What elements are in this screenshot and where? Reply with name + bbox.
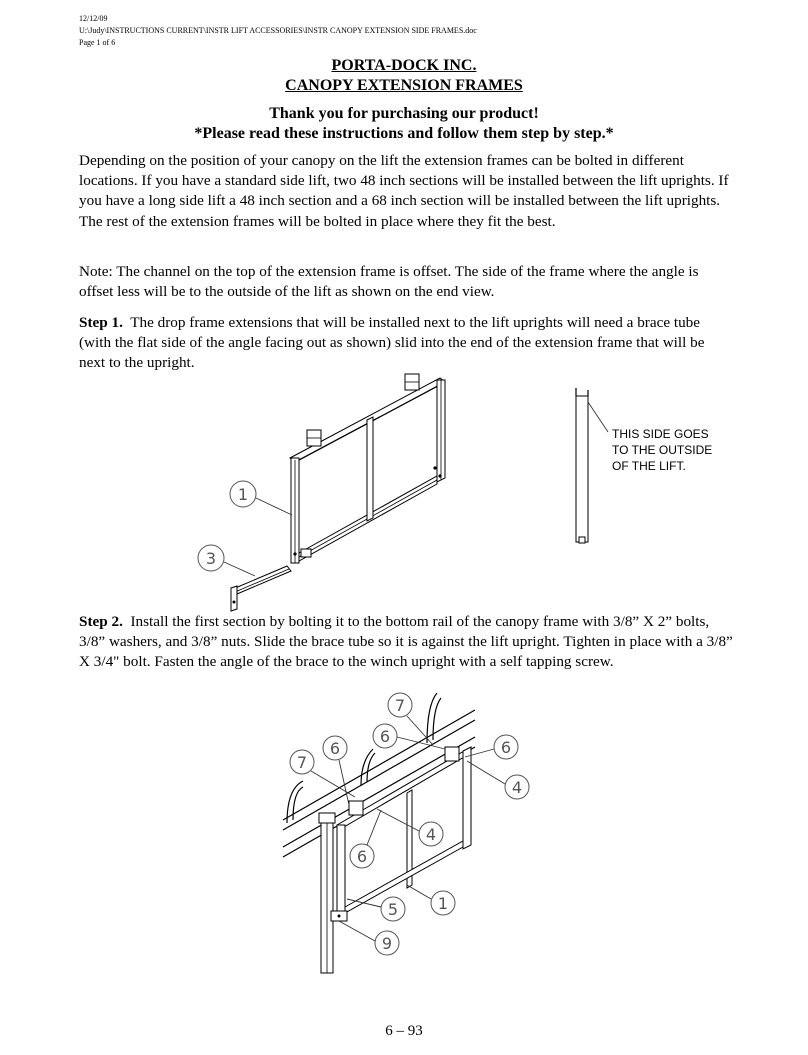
end-view-note-line: TO THE OUTSIDE [612, 443, 713, 457]
read-instructions-line: *Please read these instructions and follow them step by step.* [194, 125, 614, 142]
figure-1-end-view [570, 388, 610, 548]
step-2-text: Install the first section by bolting it to the bottom rail of the canopy frame with 3/8” X 2” bolts, 3/8” washers, and 3/8” nuts. Slide the brace tube so it is against the lift upright. Tighten in place with a 3/8” X 3/4" bolt. Fasten the angle of the brace to the winch upright with a self tapping screw. [79, 613, 733, 671]
svg-text:7: 7 [296, 753, 308, 772]
figure-2-assembly-drawing [275, 685, 545, 985]
figure-1-frame-drawing [195, 368, 465, 613]
header-file-path: U:\Judy\INSTRUCTIONS CURRENT\INSTR LIFT ACCESSORIES\INSTR CANOPY EXTENSION SIDE FRAMES.doc [79, 26, 477, 35]
svg-text:6: 6 [329, 739, 341, 758]
svg-text:5: 5 [387, 900, 399, 919]
step-1-paragraph [79, 313, 734, 374]
svg-text:7: 7 [394, 696, 406, 715]
product-title: CANOPY EXTENSION FRAMES [285, 77, 523, 94]
svg-text:1: 1 [437, 894, 449, 913]
svg-text:6: 6 [379, 727, 391, 746]
company-title: PORTA-DOCK INC. [331, 57, 477, 74]
step-2-label: Step 2. [79, 613, 123, 630]
end-view-note [612, 426, 712, 474]
header-page: Page 1 of 6 [79, 38, 116, 47]
end-view-note-line: OF THE LIFT. [612, 459, 686, 473]
end-view-note-line: THIS SIDE GOES [612, 427, 709, 441]
svg-text:9: 9 [381, 934, 393, 953]
step-1-label: Step 1. [79, 314, 123, 331]
step-2-paragraph [79, 612, 734, 673]
intro-paragraph: Depending on the position of your canopy on the lift the extension frames can be bolted in different locations. If you have a standard side lift, two 48 inch sections will be installed between the lift uprights. If you have a long side lift a 48 inch section and a 68 inch section will be installed between the lift uprights. The rest of the extension frames will be bolted in place where they fit the best. [79, 152, 729, 230]
page-number: 6 – 93 [385, 1023, 423, 1039]
svg-text:6: 6 [500, 738, 512, 757]
svg-text:4: 4 [511, 778, 523, 797]
header-date: 12/12/09 [79, 14, 108, 23]
note-paragraph: Note: The channel on the top of the extension frame is offset. The side of the frame where the angle is offset less will be to the outside of the lift as shown on the end view. [79, 263, 699, 301]
svg-text:3: 3 [205, 549, 217, 568]
svg-text:1: 1 [237, 485, 249, 504]
step-1-text: The drop frame extensions that will be installed next to the lift uprights will need a brace tube (with the flat side of the angle facing out as shown) slid into the end of the extension frame that will be next to the upright. [79, 314, 705, 372]
thanks-line: Thank you for purchasing our product! [269, 105, 539, 122]
svg-text:6: 6 [356, 847, 368, 866]
svg-text:4: 4 [425, 825, 437, 844]
